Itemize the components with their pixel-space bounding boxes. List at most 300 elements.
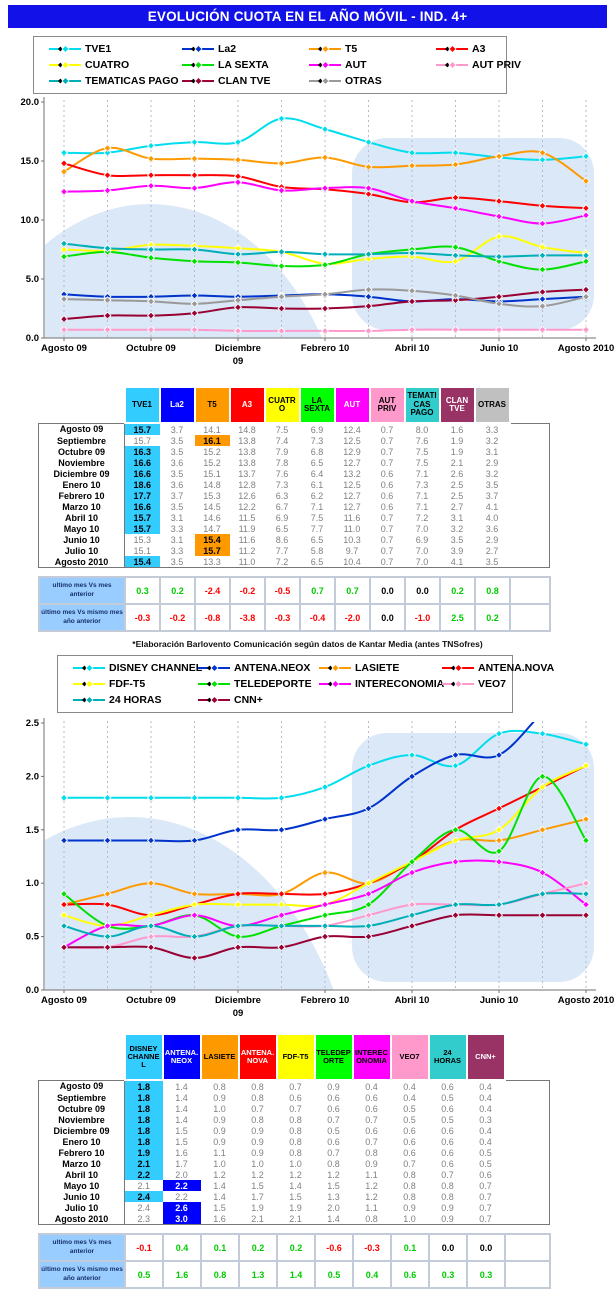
table1-container (38, 386, 615, 568)
table-cell: 11.0 (343, 523, 361, 534)
column-header-antena-nova: ANTENA.NOVA (239, 1034, 277, 1080)
table-cell: 1.7 (175, 1158, 188, 1169)
table-cell: 0.4 (479, 1125, 492, 1136)
table-cell: 10.3 (343, 534, 361, 545)
legend-label: LA SEXTA (218, 59, 269, 71)
summary-cell: 1.6 (163, 1261, 201, 1288)
table-cell: 4.1 (485, 501, 499, 512)
legend-item-la2 (181, 41, 308, 57)
table-cell: 2.9 (485, 534, 499, 545)
table-cell: 0.7 (479, 1180, 492, 1191)
series-color-swatch (48, 76, 82, 86)
svg-text:09: 09 (232, 1008, 244, 1019)
summary-cell: 0.7 (335, 577, 370, 604)
chart2-container (0, 713, 615, 1025)
table-cell: 7.1 (310, 501, 324, 512)
table-cell: 0.6 (365, 1125, 378, 1136)
legend-item-tematicas-pago (48, 73, 181, 89)
table-cell: 0.8 (251, 1092, 264, 1103)
table-cell: 15.7 (125, 523, 160, 534)
table-cell: 0.6 (327, 1136, 340, 1147)
legend-item-intereconomia (318, 676, 445, 692)
table-cell: 3.5 (450, 534, 464, 545)
summary-cell: -2.4 (195, 577, 230, 604)
month-label: Enero 10 (39, 479, 125, 490)
table-cell: 6.7 (275, 501, 289, 512)
legend-label: TELEDEPORTE (234, 678, 312, 690)
month-label: Abril 10 (39, 512, 125, 523)
table-row (39, 1169, 550, 1180)
summary-cell: 1.3 (239, 1261, 277, 1288)
month-label: Enero 10 (39, 1136, 125, 1147)
table1-summary-container (0, 576, 615, 632)
table-cell: 6.2 (310, 490, 324, 501)
table-cell-empty (510, 534, 550, 545)
summary-cell: 0.8 (475, 577, 510, 604)
share-table (38, 386, 550, 568)
table-row (39, 479, 550, 490)
table-cell: 0.8 (289, 1114, 302, 1125)
table-cell: 3.3 (170, 523, 184, 534)
table-cell: 0.8 (289, 1147, 302, 1158)
table-cell: 0.8 (365, 1213, 378, 1224)
table-cell: 0.7 (380, 556, 394, 567)
summary-cell: 0.2 (440, 577, 475, 604)
legend-label: OTRAS (345, 75, 382, 87)
summary-cell: 0.6 (391, 1261, 429, 1288)
table-cell: 3.3 (485, 424, 499, 435)
table-cell: 7.5 (310, 512, 324, 523)
table-row (39, 523, 550, 534)
month-label: Agosto 2010 (39, 556, 125, 568)
legend-item-aut (308, 57, 435, 73)
table-cell: 0.7 (380, 446, 394, 457)
svg-text:Junio 10: Junio 10 (479, 995, 519, 1006)
table-cell: 11.6 (343, 512, 361, 523)
table-cell: 3.3 (170, 545, 184, 556)
svg-text:Agosto 2010: Agosto 2010 (557, 995, 615, 1006)
summary-cell: 0.2 (277, 1234, 315, 1261)
table-cell: 0.7 (380, 457, 394, 468)
table-cell: 0.7 (289, 1103, 302, 1114)
table-cell: 0.8 (289, 1125, 302, 1136)
table-cell: 16.6 (125, 501, 160, 512)
table-cell: 1.4 (213, 1180, 226, 1191)
table-cell: 14.6 (203, 512, 221, 523)
table-row (39, 1080, 550, 1092)
table-cell: 1.6 (175, 1147, 188, 1158)
table-cell: 12.5 (343, 435, 361, 446)
svg-text:Agosto 09: Agosto 09 (41, 343, 87, 354)
series-color-swatch (308, 76, 342, 86)
summary-cell: 0.0 (370, 577, 405, 604)
table-cell: 0.4 (479, 1081, 492, 1092)
table-cell-empty (510, 556, 550, 568)
column-header-disney-channel: DISNEY CHANNEL (125, 1034, 163, 1080)
table-cell: 1.4 (327, 1213, 340, 1224)
column-header-aut-priv: AUT PRIV (370, 387, 405, 423)
svg-text:Agosto 2010: Agosto 2010 (557, 343, 615, 354)
table-row (39, 545, 550, 556)
table-row (39, 1191, 550, 1202)
legend-item-antena-neox (197, 660, 318, 676)
table-cell: 2.2 (125, 1169, 163, 1180)
line-chart-cuota-generalistas (0, 94, 615, 378)
table-cell: 7.2 (415, 512, 429, 523)
table-cell: 0.6 (441, 1103, 454, 1114)
table-cell: 0.8 (327, 1158, 340, 1169)
table-cell: 7.5 (275, 424, 289, 435)
summary-table (38, 576, 551, 632)
table-cell-empty (510, 523, 550, 534)
series-color-swatch (318, 663, 352, 673)
summary-cell: 0.5 (315, 1261, 353, 1288)
table-cell: 2.1 (137, 1180, 150, 1191)
table-cell: 14.1 (203, 424, 221, 435)
table-cell: 0.7 (479, 1213, 492, 1224)
table-cell: 2.0 (327, 1202, 340, 1213)
legend-item-fdf-t5 (72, 676, 197, 692)
table-cell-empty (505, 1147, 550, 1158)
legend-label: 24 HORAS (109, 694, 162, 706)
table-cell: 7.3 (275, 479, 289, 490)
svg-text:Agosto 09: Agosto 09 (41, 995, 87, 1006)
series-color-swatch (48, 44, 82, 54)
legend-label: VEO7 (478, 678, 507, 690)
table-cell: 1.8 (125, 1125, 163, 1136)
svg-text:Febrero 10: Febrero 10 (300, 343, 350, 354)
table-cell: 1.0 (213, 1103, 226, 1114)
table-cell: 15.2 (203, 457, 221, 468)
table-cell: 12.6 (238, 490, 256, 501)
summary-cell: 0.0 (429, 1234, 467, 1261)
table-cell: 0.4 (403, 1092, 416, 1103)
series-color-swatch (441, 679, 475, 689)
table-cell: 0.6 (441, 1125, 454, 1136)
table-cell: 15.4 (195, 534, 230, 545)
svg-text:0.0: 0.0 (25, 985, 39, 996)
table-cell: 7.6 (275, 468, 289, 479)
column-header-la2: La2 (160, 387, 195, 423)
table-cell: 2.1 (289, 1213, 302, 1224)
table-cell: 2.2 (175, 1191, 188, 1202)
svg-text:2.0: 2.0 (25, 771, 39, 783)
table-cell-empty (510, 423, 550, 435)
table-cell: 1.5 (289, 1191, 302, 1202)
table-cell: 11.2 (238, 545, 256, 556)
table-cell: 11.6 (238, 534, 256, 545)
table-cell: 3.2 (485, 468, 499, 479)
series-color-swatch (308, 44, 342, 54)
table-cell: 0.8 (441, 1191, 454, 1202)
column-header-otras: OTRAS (475, 387, 510, 423)
summary-cell-empty (510, 577, 550, 604)
table-cell: 6.9 (275, 512, 289, 523)
table-row (39, 1103, 550, 1114)
table-cell: 0.6 (380, 501, 394, 512)
summary-cell: 0.2 (239, 1234, 277, 1261)
series-color-swatch (308, 60, 342, 70)
legend-label: FDF-T5 (109, 678, 146, 690)
table-cell-empty (510, 468, 550, 479)
table-cell: 7.3 (310, 435, 324, 446)
table-cell: 1.5 (251, 1180, 264, 1191)
table-cell: 1.5 (327, 1180, 340, 1191)
table-cell: 0.9 (213, 1125, 226, 1136)
table-cell-empty (505, 1213, 550, 1225)
table-cell: 16.6 (125, 468, 160, 479)
table-cell: 6.5 (310, 556, 324, 567)
table-cell: 3.9 (450, 545, 464, 556)
series-color-swatch (48, 60, 82, 70)
table-cell: 1.4 (175, 1114, 188, 1125)
legend-item-antena-nova (441, 660, 554, 676)
table-cell: 0.5 (327, 1125, 340, 1136)
table-cell: 18.6 (125, 479, 160, 490)
table-cell: 12.7 (343, 457, 361, 468)
table-row (39, 435, 550, 446)
table-cell: 0.4 (479, 1136, 492, 1147)
table-row (39, 1114, 550, 1125)
legend-label: AUT PRIV (472, 59, 522, 71)
month-label: Agosto 2010 (39, 1213, 125, 1225)
table-cell: 7.7 (275, 545, 289, 556)
table-cell: 0.6 (380, 490, 394, 501)
table-cell: 3.1 (485, 446, 499, 457)
table-cell: 0.5 (479, 1158, 492, 1169)
table-cell: 0.9 (251, 1147, 264, 1158)
summary-row-label: ultimo mes Vs mes anterior (39, 1234, 125, 1261)
table-cell-empty (505, 1136, 550, 1147)
table-row (39, 1092, 550, 1103)
table-cell: 0.8 (403, 1180, 416, 1191)
table2-container (38, 1033, 615, 1225)
table-cell: 11.5 (238, 512, 256, 523)
table-cell: 2.0 (175, 1169, 188, 1180)
table-cell: 1.8 (125, 1114, 163, 1125)
month-label: Octubre 09 (39, 1103, 125, 1114)
table-cell: 16.3 (125, 446, 160, 457)
legend-label: La2 (218, 43, 237, 55)
table-cell-empty (510, 512, 550, 523)
table-cell: 0.5 (479, 1147, 492, 1158)
table-cell: 1.2 (289, 1169, 302, 1180)
table-cell: 0.8 (251, 1081, 264, 1092)
table-cell: 6.5 (310, 534, 324, 545)
legend-item-veo7 (441, 676, 554, 692)
legend-label: LASIETE (355, 662, 400, 674)
table-cell: 0.6 (380, 468, 394, 479)
summary-cell-empty (505, 1261, 550, 1288)
column-header-cnn-: CNN+ (467, 1034, 505, 1080)
table-cell: 0.7 (327, 1114, 340, 1125)
table-cell: 4.0 (485, 512, 499, 523)
legend-label: TEMATICAS PAGO (85, 75, 179, 87)
table-cell: 2.4 (125, 1191, 163, 1202)
summary-cell: 0.0 (405, 577, 440, 604)
table-cell: 3.5 (170, 556, 184, 567)
month-label: Julio 10 (39, 545, 125, 556)
table-cell: 0.6 (289, 1092, 302, 1103)
table-cell: 7.9 (275, 446, 289, 457)
month-label: Diciembre 09 (39, 1125, 125, 1136)
table-cell: 0.6 (403, 1147, 416, 1158)
table-cell: 0.7 (380, 512, 394, 523)
column-header-la-sexta: LA SEXTA (300, 387, 335, 423)
legend-label: T5 (345, 43, 358, 55)
table-cell: 6.9 (415, 534, 429, 545)
summary-row (39, 577, 550, 604)
table-cell: 1.2 (327, 1169, 340, 1180)
table-row (39, 1213, 550, 1225)
table-cell: 7.0 (415, 545, 429, 556)
summary-cell: 0.3 (125, 577, 160, 604)
table-cell: 1.1 (365, 1202, 378, 1213)
month-label: Agosto 09 (39, 423, 125, 435)
table-cell: 12.9 (343, 446, 361, 457)
svg-text:20.0: 20.0 (20, 97, 39, 108)
table-cell: 0.7 (380, 424, 394, 435)
svg-text:15.0: 15.0 (20, 156, 39, 167)
table-cell: 0.8 (251, 1114, 264, 1125)
table-cell: 0.7 (441, 1169, 454, 1180)
table-cell: 0.7 (380, 435, 394, 446)
table-cell: 0.6 (365, 1092, 378, 1103)
table-cell-empty (510, 446, 550, 457)
series-color-swatch (197, 695, 231, 705)
series-color-swatch (72, 679, 106, 689)
table-cell: 0.5 (441, 1092, 454, 1103)
svg-text:1.5: 1.5 (25, 824, 39, 836)
table-cell: 0.6 (365, 1103, 378, 1114)
svg-text:1.0: 1.0 (25, 878, 39, 890)
table-cell: 17.7 (125, 490, 160, 501)
table-cell: 5.8 (310, 545, 324, 556)
table-cell: 15.7 (125, 512, 160, 523)
table-row (39, 446, 550, 457)
table-cell: 1.4 (175, 1092, 188, 1103)
summary-cell: 0.4 (353, 1261, 391, 1288)
table-row (39, 490, 550, 501)
month-label: Octubre 09 (39, 446, 125, 457)
table-cell: 1.4 (175, 1103, 188, 1114)
table-cell: 1.1 (365, 1169, 378, 1180)
table-cell: 0.8 (365, 1147, 378, 1158)
table-cell: 2.5 (450, 490, 464, 501)
table-row (39, 1202, 550, 1213)
table-cell: 12.4 (343, 424, 361, 435)
summary-cell: 0.3 (467, 1261, 505, 1288)
summary-cell: -2.0 (335, 604, 370, 631)
table-cell: 3.6 (485, 523, 499, 534)
svg-text:Diciembre: Diciembre (215, 995, 261, 1006)
table-cell: 1.2 (365, 1191, 378, 1202)
legend-label: ANTENA.NOVA (478, 662, 555, 674)
table-cell: 1.6 (213, 1213, 226, 1224)
summary-cell: 0.0 (467, 1234, 505, 1261)
summary-cell: 0.4 (163, 1234, 201, 1261)
table-cell-empty (505, 1080, 550, 1092)
month-label: Septiembre (39, 435, 125, 446)
table-cell: 0.6 (403, 1125, 416, 1136)
svg-text:Abril 10: Abril 10 (394, 995, 430, 1006)
table-cell: 3.1 (170, 534, 184, 545)
summary-row (39, 604, 550, 631)
table-cell: 13.8 (238, 457, 256, 468)
table-cell: 0.9 (213, 1114, 226, 1125)
table-cell: 7.4 (275, 435, 289, 446)
chart1-container (0, 94, 615, 378)
summary-cell: -0.5 (265, 577, 300, 604)
table-cell: 0.7 (289, 1081, 302, 1092)
column-header-cuatro: CUATRO (265, 387, 300, 423)
summary-cell: -0.4 (300, 604, 335, 631)
table-cell: 6.9 (310, 424, 324, 435)
table-cell: 2.3 (137, 1213, 150, 1224)
table-row (39, 534, 550, 545)
series-color-swatch (181, 44, 215, 54)
table-cell: 0.9 (251, 1125, 264, 1136)
series-color-swatch (72, 663, 106, 673)
column-header-intereconomia: INTERECONOMIA (353, 1034, 391, 1080)
month-label: Febrero 10 (39, 490, 125, 501)
table-cell: 9.7 (345, 545, 359, 556)
table-cell: 0.8 (289, 1136, 302, 1147)
table-cell: 0.8 (403, 1169, 416, 1180)
summary-cell-empty (510, 604, 550, 631)
summary-cell-empty (505, 1234, 550, 1261)
legend-item-a3 (435, 41, 521, 57)
table-cell: 1.5 (213, 1202, 226, 1213)
table-cell: 12.7 (343, 490, 361, 501)
table-cell: 16.1 (195, 435, 230, 446)
table-cell: 1.0 (213, 1158, 226, 1169)
table-cell: 1.8 (125, 1080, 163, 1092)
table-row (39, 1158, 550, 1169)
table-cell: 15.7 (133, 435, 152, 446)
summary-row-label: último mes Vs mismo mes año anterior (39, 604, 125, 631)
table-cell: 13.2 (343, 468, 361, 479)
summary-cell: -0.3 (265, 604, 300, 631)
table-cell: 0.9 (213, 1092, 226, 1103)
background-watermark (0, 138, 594, 378)
month-label: Junio 10 (39, 1191, 125, 1202)
table-cell: 3.5 (485, 479, 499, 490)
table-row (39, 556, 550, 568)
table-cell: 0.7 (380, 545, 394, 556)
table-cell: 0.4 (365, 1081, 378, 1092)
table-cell-empty (505, 1191, 550, 1202)
empty-trailing (510, 387, 550, 423)
table-cell: 6.4 (310, 468, 324, 479)
table-cell-empty (505, 1103, 550, 1114)
table-cell: 2.6 (163, 1202, 201, 1213)
table-cell: 12.5 (343, 479, 361, 490)
summary-cell: -0.3 (353, 1234, 391, 1261)
column-header-fdf-t5: FDF-T5 (277, 1034, 315, 1080)
table2-summary-container (0, 1233, 615, 1289)
table-cell: 15.1 (203, 468, 221, 479)
summary-table (38, 1233, 551, 1289)
table-cell: 1.0 (289, 1158, 302, 1169)
table-cell: 3.0 (163, 1213, 201, 1225)
table-cell: 1.2 (213, 1169, 226, 1180)
table-cell: 3.1 (450, 512, 464, 523)
table-row (39, 468, 550, 479)
table-row (39, 1147, 550, 1158)
table-cell: 7.6 (415, 435, 429, 446)
table-cell: 1.8 (125, 1103, 163, 1114)
